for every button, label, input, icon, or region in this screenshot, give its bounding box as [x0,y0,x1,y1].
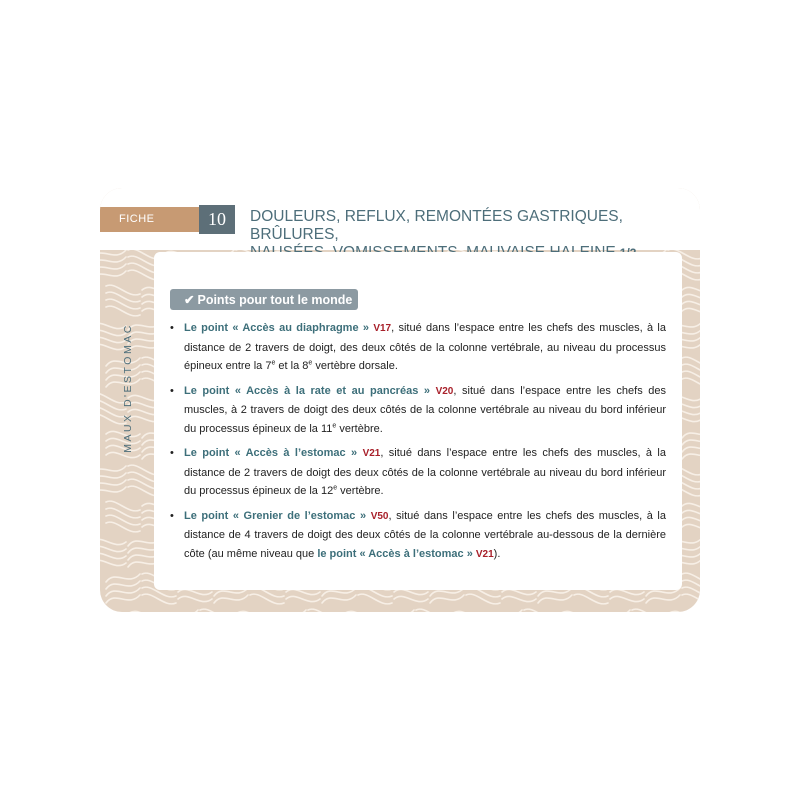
fiche-number: 10 [208,209,226,229]
point-description-end: vertèbre. [337,485,384,497]
point-code-reference: V21 [475,548,494,560]
point-description: , situé dans l’espace entre les chefs des muscles, à 2 travers de doigt des deux côtés de la colonne vertébrale au niveau du bord inférieur du processus épineux de la 11 [184,384,666,435]
point-description: , situé dans l’espace entre les chefs des muscles, à la distance de 4 travers de doigt des deux côtés de la colonne vertébrale au-dessous de la dernière côte (au même niveau que [184,509,666,560]
superscript: e [332,421,337,429]
points-list [170,319,666,570]
bullet-icon: • [170,447,174,459]
fiche-label: FICHE [119,213,155,225]
point-code: V21 [362,448,381,459]
point-code: V17 [373,323,392,334]
fiche-tab [100,207,199,232]
point-name-reference: le point « Accès à l’estomac » [317,547,473,560]
section-title-text: Points pour tout le monde [197,293,353,307]
check-icon: ✔ [184,293,195,307]
content-panel [154,252,682,590]
list-item [170,382,666,439]
superscript: e [271,359,276,367]
point-name: Le point « Grenier de l’estomac » [184,509,367,522]
info-card [100,188,700,612]
list-item [170,507,666,565]
point-description-end: vertèbre dorsale. [312,360,398,372]
list-item [170,444,666,501]
point-description-cont: et la 8 [275,360,309,372]
title-line-1: DOULEURS, REFLUX, REMONTÉES GASTRIQUES, BRÛLURES, [250,208,623,243]
superscript: e [308,359,313,367]
list-item [170,319,666,376]
bullet-icon: • [170,384,174,397]
superscript: e [333,484,338,492]
point-name: Le point « Accès à la rate et au pancréas » [184,384,430,397]
point-description-end: ). [493,547,501,560]
point-description-end: vertèbre. [336,422,383,435]
point-name: Le point « Accès au diaphragme » [184,322,370,334]
bullet-icon: • [170,322,174,334]
point-description: , situé dans l’espace entre les chefs des muscles, à la distance de 2 travers de doigt, des deux côtés de la colonne vertébrale, au niveau du processus épineux entre la 7 [184,322,666,372]
point-name: Le point « Accès à l’estomac » [184,447,358,459]
point-description: , situé dans l’espace entre les chefs des muscles, à la distance de 2 travers de doigt des deux côtés de la colonne vertébrale au niveau du bord inférieur du processus épineux de la 12 [184,447,666,497]
section-title [184,292,352,307]
point-code: V20 [435,385,454,397]
section-badge [170,289,358,310]
side-category-label: MAUX D'ESTOMAC [122,323,134,453]
bullet-icon: • [170,509,174,522]
point-code: V50 [370,510,389,522]
fiche-number-box [199,205,235,234]
